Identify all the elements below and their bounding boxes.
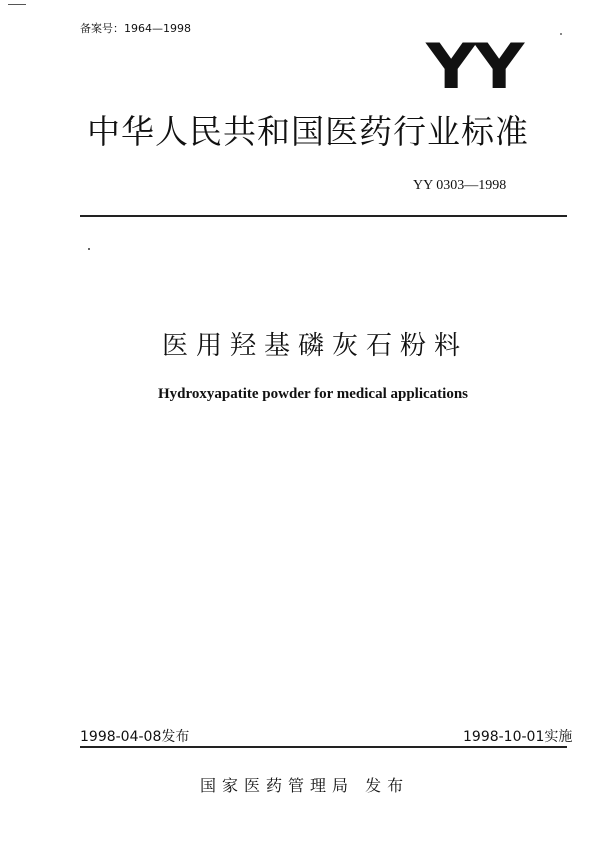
bottom-divider xyxy=(80,746,567,748)
scan-speck xyxy=(88,248,90,250)
document-title-chinese: 医用羟基磷灰石粉料 xyxy=(162,331,469,361)
standard-code: YY 0303—1998 xyxy=(413,178,507,193)
yy-logo: YY xyxy=(426,30,523,103)
top-divider xyxy=(80,215,567,217)
implementation-date: 1998-10-01实施 xyxy=(463,729,573,745)
standard-category-title: 中华人民共和国医药行业标准 xyxy=(87,112,529,151)
record-number: 备案号：1964—1998 xyxy=(80,22,191,35)
scan-speck xyxy=(560,33,562,35)
corner-mark xyxy=(8,4,26,5)
document-title-english: Hydroxyapatite powder for medical applications xyxy=(158,386,469,402)
publisher-line: 国家医药管理局 发布 xyxy=(200,776,410,795)
issue-date: 1998-04-08发布 xyxy=(80,729,190,745)
